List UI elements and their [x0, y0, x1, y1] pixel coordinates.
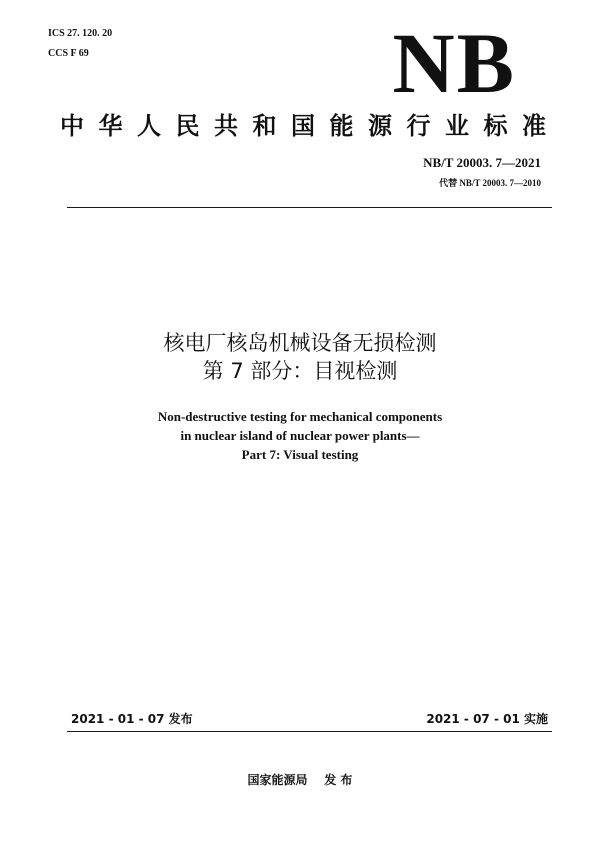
chinese-title-line-2: 第 7 部分：目视检测 — [202, 359, 398, 383]
footer-divider — [67, 731, 552, 732]
issue-date: 2021 - 01 - 07 发布 — [71, 712, 193, 726]
nb-logo: NB — [392, 15, 516, 111]
english-title-line-2: in nuclear island of nuclear power plants— — [180, 428, 420, 443]
publisher: 国家能源局 发 布 — [247, 773, 353, 787]
ics-code: ICS 27. 120. 20 — [48, 28, 113, 39]
standard-category-title: 中华人民共和国能源行业标准 — [60, 112, 561, 140]
classification-codes — [48, 24, 112, 64]
standard-number: NB/T 20003. 7—2021 — [423, 155, 541, 170]
header-divider — [67, 207, 552, 208]
chinese-title-line-1: 核电厂核岛机械设备无损检测 — [163, 331, 437, 355]
ccs-code: CCS F 69 — [48, 48, 89, 59]
english-title-line-1: Non-destructive testing for mechanical components — [157, 409, 443, 424]
implementation-date: 2021 - 07 - 01 实施 — [426, 712, 548, 726]
english-title-line-3: Part 7: Visual testing — [241, 447, 359, 462]
replaces-standard: 代替 NB/T 20003. 7—2010 — [439, 178, 541, 188]
